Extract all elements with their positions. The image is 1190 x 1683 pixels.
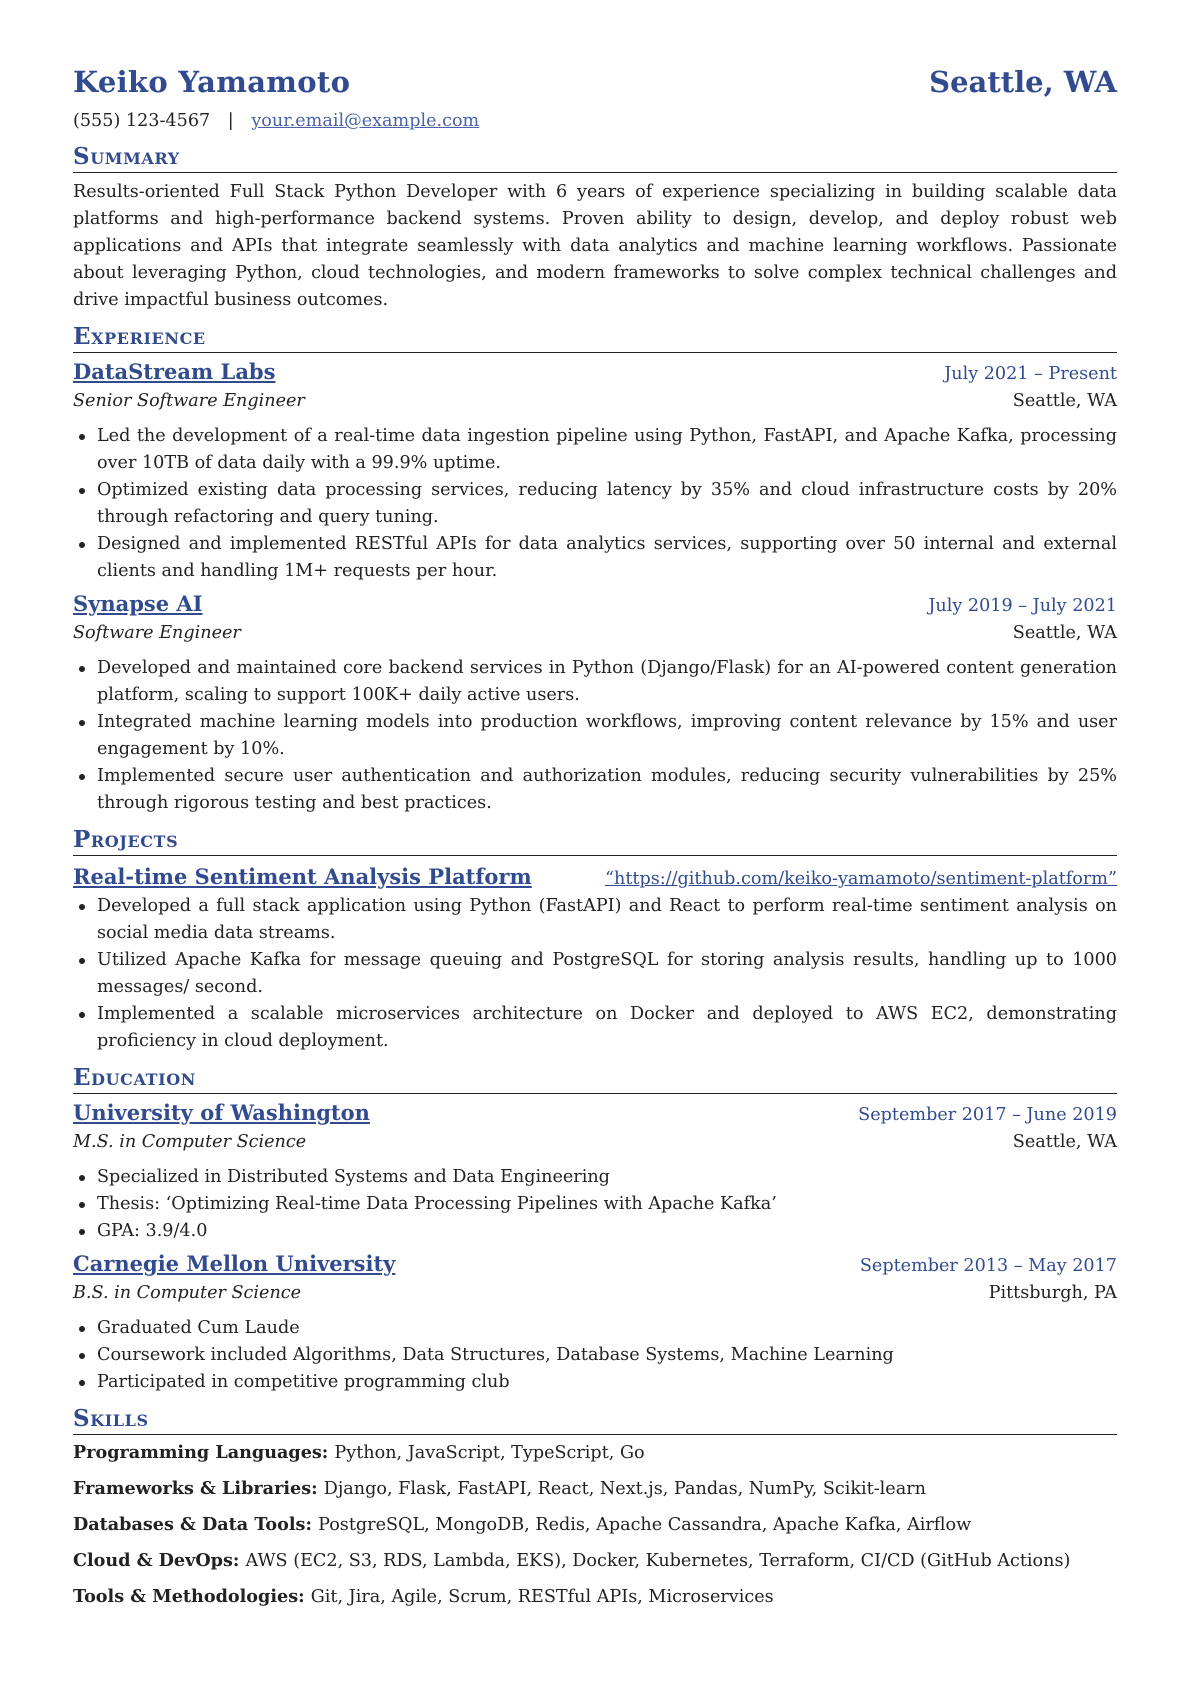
project-entry bbox=[73, 862, 1117, 1055]
list-item: Implemented secure user authentication and authorization modules, reducing security vulnerabilities by 25% through rigorous testing and best practices. bbox=[73, 763, 1117, 817]
candidate-location: Seattle, WA bbox=[929, 65, 1117, 99]
experience-entry bbox=[73, 357, 1117, 585]
candidate-name: Keiko Yamamoto bbox=[73, 65, 351, 99]
list-item: Led the development of a real-time data ingestion pipeline using Python, FastAPI, and Apache Kafka, processing over 10TB of data daily with a 99.9% uptime. bbox=[73, 423, 1117, 477]
skill-row bbox=[73, 1547, 1117, 1575]
experience-entry bbox=[73, 589, 1117, 817]
list-item: Specialized in Distributed Systems and Data Engineering bbox=[73, 1164, 1117, 1191]
education-dates: September 2013 – May 2017 bbox=[859, 1256, 1117, 1276]
job-title: Software Engineer bbox=[73, 623, 241, 643]
education-dates: September 2017 – June 2019 bbox=[858, 1105, 1117, 1125]
list-item: Optimized existing data processing services, reducing latency by 35% and cloud infrastructure costs by 20% through refactoring and query tuning. bbox=[73, 477, 1117, 531]
company-link[interactable]: Synapse AI bbox=[73, 591, 203, 616]
skill-items: PostgreSQL, MongoDB, Redis, Apache Cassandra, Apache Kafka, Airflow bbox=[318, 1515, 972, 1535]
skill-items: Git, Jira, Agile, Scrum, RESTful APIs, Microservices bbox=[310, 1587, 774, 1607]
list-item: Participated in competitive programming club bbox=[73, 1369, 1117, 1396]
skill-items: Python, JavaScript, TypeScript, Go bbox=[334, 1443, 645, 1463]
school-link[interactable]: University of Washington bbox=[73, 1100, 370, 1125]
bullet-list bbox=[73, 655, 1117, 817]
education-entry bbox=[73, 1249, 1117, 1396]
bullet-list bbox=[73, 1164, 1117, 1245]
section-title-projects: Projects bbox=[73, 825, 1117, 856]
contact-separator: | bbox=[227, 111, 234, 131]
job-location: Seattle, WA bbox=[1012, 623, 1117, 643]
skill-category: Programming Languages: bbox=[73, 1442, 335, 1463]
job-dates: July 2019 – July 2021 bbox=[928, 596, 1117, 616]
section-title-skills: Skills bbox=[73, 1404, 1117, 1435]
education-entry bbox=[73, 1098, 1117, 1245]
skill-category: Frameworks & Libraries: bbox=[73, 1478, 324, 1499]
project-repo-link[interactable]: “https://github.com/keiko-yamamoto/sentiment-platform” bbox=[605, 869, 1117, 889]
skill-row bbox=[73, 1439, 1117, 1467]
list-item: GPA: 3.9/4.0 bbox=[73, 1218, 1117, 1245]
list-item: Coursework included Algorithms, Data Structures, Database Systems, Machine Learning bbox=[73, 1342, 1117, 1369]
skill-category: Cloud & DevOps: bbox=[73, 1550, 246, 1571]
skill-row bbox=[73, 1475, 1117, 1503]
degree: B.S. in Computer Science bbox=[73, 1283, 302, 1303]
skill-row bbox=[73, 1511, 1117, 1539]
list-item: Integrated machine learning models into production workflows, improving content relevance by 15% and user engagement by 10%. bbox=[73, 709, 1117, 763]
bullet-list bbox=[73, 1315, 1117, 1396]
school-location: Pittsburgh, PA bbox=[988, 1283, 1117, 1303]
email-link[interactable]: your.email@example.com bbox=[251, 111, 480, 131]
job-location: Seattle, WA bbox=[1012, 391, 1117, 411]
section-title-education: Education bbox=[73, 1063, 1117, 1094]
list-item: Developed and maintained core backend services in Python (Django/Flask) for an AI-powered content generation platform, scaling to support 100K+ daily active users. bbox=[73, 655, 1117, 709]
bullet-list bbox=[73, 423, 1117, 585]
resume-header bbox=[73, 62, 1117, 102]
list-item: Implemented a scalable microservices architecture on Docker and deployed to AWS EC2, demonstrating proficiency in cloud deployment. bbox=[73, 1001, 1117, 1055]
skill-items: AWS (EC2, S3, RDS, Lambda, EKS), Docker, Kubernetes, Terraform, CI/CD (GitHub Actions) bbox=[245, 1551, 1071, 1571]
section-title-summary: Summary bbox=[73, 142, 1117, 173]
skill-category: Tools & Methodologies: bbox=[73, 1586, 311, 1607]
contact-line bbox=[73, 108, 1117, 134]
section-title-experience: Experience bbox=[73, 322, 1117, 353]
phone-number: (555) 123-4567 bbox=[73, 111, 211, 131]
skill-items: Django, Flask, FastAPI, React, Next.js, Pandas, NumPy, Scikit-learn bbox=[323, 1479, 926, 1499]
skill-row bbox=[73, 1583, 1117, 1611]
summary-text: Results-oriented Full Stack Python Developer with 6 years of experience specializing in building scalable data platforms and high-performance backend systems. Proven ability to design, develop, and deploy robust web applications and APIs that integrate seamlessly with data analytics and machine learning workflows. Passionate about leveraging Python, cloud technologies, and modern frameworks to solve complex technical challenges and drive impactful business outcomes. bbox=[73, 182, 1117, 310]
skills-list bbox=[73, 1439, 1117, 1611]
list-item: Thesis: ‘Optimizing Real-time Data Processing Pipelines with Apache Kafka’ bbox=[73, 1191, 1117, 1218]
list-item: Designed and implemented RESTful APIs for data analytics services, supporting over 50 internal and external clients and handling 1M+ requests per hour. bbox=[73, 531, 1117, 585]
bullet-list bbox=[73, 893, 1117, 1055]
project-title-link[interactable]: Real-time Sentiment Analysis Platform bbox=[73, 864, 532, 889]
school-link[interactable]: Carnegie Mellon University bbox=[73, 1251, 396, 1276]
company-link[interactable]: DataStream Labs bbox=[73, 359, 276, 384]
job-title: Senior Software Engineer bbox=[73, 391, 305, 411]
list-item: Developed a full stack application using Python (FastAPI) and React to perform real-time sentiment analysis on social media data streams. bbox=[73, 893, 1117, 947]
job-dates: July 2021 – Present bbox=[944, 364, 1117, 384]
list-item: Graduated Cum Laude bbox=[73, 1315, 1117, 1342]
school-location: Seattle, WA bbox=[1012, 1132, 1117, 1152]
skill-category: Databases & Data Tools: bbox=[73, 1514, 319, 1535]
list-item: Utilized Apache Kafka for message queuing and PostgreSQL for storing analysis results, handling up to 1000 messages/ second. bbox=[73, 947, 1117, 1001]
degree: M.S. in Computer Science bbox=[73, 1132, 307, 1152]
